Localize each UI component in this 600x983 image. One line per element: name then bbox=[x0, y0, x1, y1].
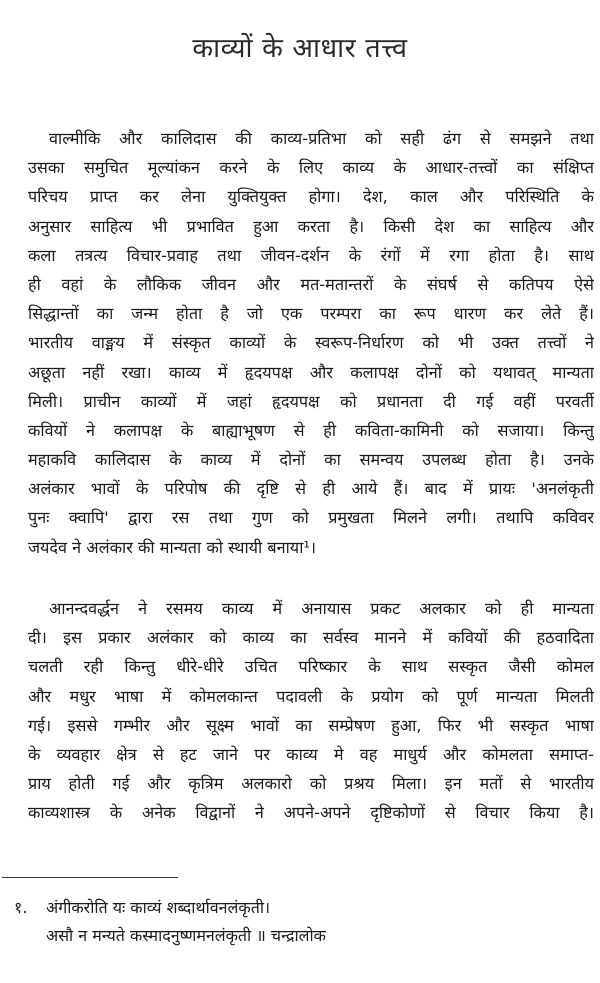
text-line: कला तत्रत्य विचार-प्रवाह तथा जीवन-दर्शन के रंगों में रगा होता है। साथ bbox=[28, 245, 594, 265]
text-line: कवियों ने कलापक्ष के बाह्याभूषण से ही कविता-कामिनी को सजाया। किन्तु bbox=[28, 420, 594, 440]
text-line: वाल्मीकि और कालिदास की काव्य-प्रतिभा को सही ढंग से समझने तथा bbox=[49, 129, 594, 148]
text-line: जयदेव ने अलंकार की मान्यता को स्थायी बनाया¹। bbox=[28, 537, 317, 557]
paragraph-1 bbox=[28, 124, 594, 562]
text-line: आनन्दवर्द्धन ने रसमय काव्य में अनायास प्रकट अलकार को ही मान्यता bbox=[49, 599, 594, 618]
paragraph-2 bbox=[28, 594, 594, 828]
text-line: गई। इससे गम्भीर और सूक्ष्म भावों का सम्प्रेषण हुआ, फिर भी सस्कृत भाषा bbox=[28, 715, 594, 735]
text-line: परिचय प्राप्त कर लेना युक्तियुक्त होगा। देश, काल और परिस्थिति के bbox=[28, 187, 594, 207]
text-line: सिद्धान्तों का जन्म होता है जो एक परम्परा का रूप धारण कर लेते हैं। bbox=[28, 304, 594, 324]
text-line: ही वहां के लौकिक जीवन और मत-मतान्तरों के संघर्ष से कतिपय ऐसे bbox=[28, 274, 594, 294]
text-line: दी। इस प्रकार अलंकार को काव्य का सर्वस्व मानने में कवियों की हठवादिता bbox=[28, 628, 594, 648]
text-line: और मधुर भाषा में कोमलकान्त पदावली के प्रयोग को पूर्ण मान्यता मिलती bbox=[28, 686, 594, 706]
footnote-verse-line-1: अंगीकरोति यः काव्यं शब्दार्थावनलंकृती। bbox=[46, 898, 271, 917]
page-title: काव्यों के आधार तत्त्व bbox=[192, 33, 408, 64]
footnote bbox=[14, 894, 326, 950]
text-line: उसका समुचित मूल्यांकन करने के लिए काव्य के आधार-तत्त्वों का संक्षिप्त bbox=[28, 158, 594, 178]
text-line: मिली। प्राचीन काव्यों में जहां हृदयपक्ष को प्रधानता दी गई वहीं परवर्ती bbox=[28, 391, 594, 411]
footnote-divider bbox=[2, 877, 178, 878]
footnote-number: १. bbox=[14, 898, 28, 917]
text-line: के व्यवहार क्षेत्र से हट जाने पर काव्य मे वह माधुर्य और कोमलता समाप्त- bbox=[28, 744, 594, 764]
text-line: अछूता नहीं रखा। काव्य में हृदयपक्ष और कलापक्ष दोनों को यथावत् मान्यता bbox=[28, 362, 594, 382]
text-line: काव्यशास्त्र के अनेक विद्वानों ने अपने-अपने दृष्टिकोणों से विचार किया है। bbox=[28, 803, 594, 823]
text-line: प्राय होती गई और कृत्रिम अलकारो को प्रश्रय मिला। इन मतों से भारतीय bbox=[28, 774, 594, 794]
text-line: चलती रही किन्तु धीरे-धीरे उचित परिष्कार के साथ सस्कृत जैसी कोमल bbox=[28, 657, 594, 677]
text-line: पुनः क्वापि' द्वारा रस तथा गुण को प्रमुखता मिलने लगी। तथापि कविवर bbox=[28, 508, 594, 528]
text-line: भारतीय वाङ्मय में संस्कृत काव्यों के स्वरूप-निर्धारण को भी उक्त तत्त्वों ने bbox=[28, 333, 594, 353]
text-line: अनुसार साहित्य भी प्रभावित हुआ करता है। किसी देश का साहित्य और bbox=[28, 216, 594, 236]
text-line: अलंकार भावों के परिपोष की दृष्टि से ही आये हैं। बाद में प्रायः 'अनलंकृती bbox=[28, 479, 594, 499]
footnote-verse-line-2: असौ न मन्यते कस्मादनुष्णमनलंकृती ॥ चन्द्रालोक bbox=[46, 926, 326, 945]
text-line: महाकवि कालिदास के काव्य में दोनों का समन्वय उपलब्ध होता है। उनके bbox=[28, 450, 594, 470]
